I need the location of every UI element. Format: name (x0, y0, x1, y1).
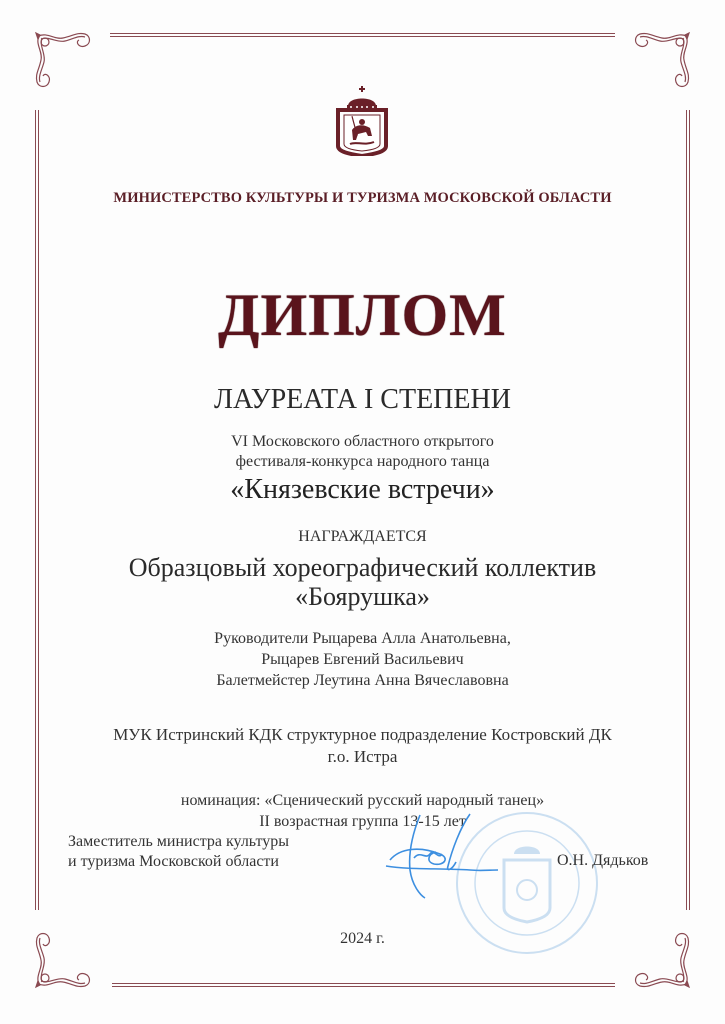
leaders-line-1: Руководители Рыцарева Алла Анатольевна, (214, 630, 511, 647)
organization-line-1: МУК Истринский КДК структурное подразделение Костровский ДК (113, 725, 612, 744)
leaders-line-2: Рыцарев Евгений Васильевич (261, 651, 464, 668)
corner-ornament-top-right-icon (632, 30, 692, 92)
frame-top-line (110, 33, 615, 37)
festival-name: «Князевские встречи» (230, 474, 495, 505)
coat-of-arms-icon (334, 86, 390, 156)
signatory-position (68, 832, 289, 872)
signature-icon (380, 810, 500, 900)
leaders-block (0, 628, 725, 691)
organization-line-2: г.о. Истра (327, 747, 398, 766)
diploma-title: ДИПЛОМ (218, 282, 507, 348)
ministry-name: МИНИСТЕРСТВО КУЛЬТУРЫ И ТУРИЗМА МОСКОВСКОЙ ОБЛАСТИ (113, 190, 612, 206)
nomination-line-2: II возрастная группа 13-15 лет (259, 813, 466, 830)
corner-ornament-top-left-icon (33, 30, 93, 92)
recipient-line-2: «Боярушка» (295, 582, 430, 611)
awarded-label: НАГРАЖДАЕТСЯ (298, 528, 427, 545)
festival-line-2: фестиваля-конкурса народного танца (235, 453, 490, 470)
organization-block (0, 724, 725, 768)
nomination-line-1: номинация: «Сценический русский народный танец» (180, 792, 545, 809)
leaders-line-3: Балетмейстер Леутина Анна Вячеславовна (216, 672, 509, 689)
festival-line-1: VI Московского областного открытого (231, 433, 494, 450)
issue-year: 2024 г. (340, 930, 385, 947)
recipient-line-1: Образцовый хореографический коллектив (128, 553, 597, 582)
nomination-block (0, 790, 725, 832)
recipient-name (0, 553, 725, 611)
frame-bottom-line (112, 983, 615, 987)
signatory-position-line-2: и туризма Московской области (68, 853, 279, 870)
laureate-degree: ЛАУРЕАТА I СТЕПЕНИ (214, 384, 511, 415)
festival-description (0, 432, 725, 472)
signatory-name: О.Н. Дядьков (557, 852, 649, 869)
signatory-position-line-1: Заместитель министра культуры (68, 833, 290, 850)
